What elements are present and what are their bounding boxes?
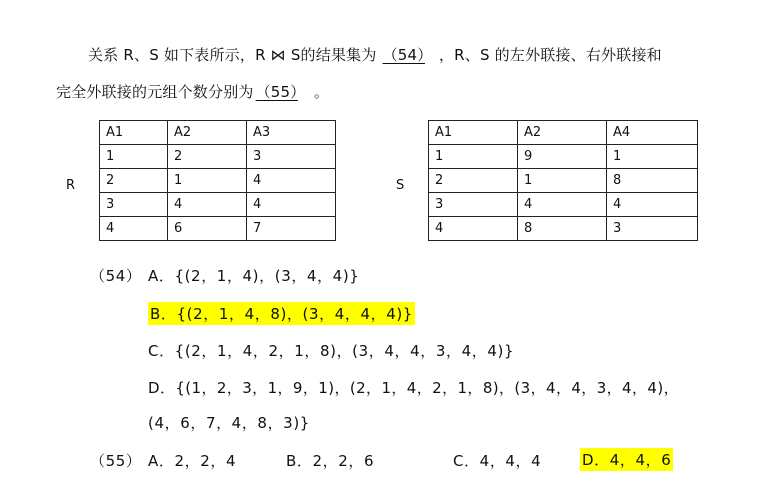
q55-option-a: A．2，2，4 (148, 452, 237, 470)
table-cell: 1 (429, 145, 518, 169)
question-line2-suffix: 。 (314, 83, 330, 101)
table-row (100, 145, 336, 169)
q54-option-b: B．{(2，1，4，8)，(3，4，4，4)} (148, 302, 415, 325)
table-cell: 3 (607, 217, 698, 241)
q54-option-d-line1: D．{(1，2，3，1，9，1)，(2，1，4，2，1，8)，(3，4，4，3，4，4)， (148, 379, 679, 397)
table-cell: 1 (168, 169, 247, 193)
table-r (99, 120, 336, 241)
table-r-header-cell: A1 (100, 121, 168, 145)
table-r-header-cell: A3 (247, 121, 336, 145)
table-s-header-row (429, 121, 698, 145)
table-cell: 1 (518, 169, 607, 193)
table-cell: 4 (429, 217, 518, 241)
table-cell: 2 (168, 145, 247, 169)
q54-option-d-line2: (4，6，7，4，8，3)} (148, 414, 310, 432)
blank-54: （54） (382, 46, 425, 64)
q55-number: （55） (90, 452, 142, 470)
table-cell: 4 (100, 217, 168, 241)
table-r-label: R (66, 178, 76, 193)
table-row (100, 193, 336, 217)
table-cell: 4 (247, 169, 336, 193)
table-cell: 1 (607, 145, 698, 169)
table-cell: 3 (100, 193, 168, 217)
table-s-header-cell: A1 (429, 121, 518, 145)
q55-option-d: D．4，4，6 (580, 448, 673, 471)
table-cell: 4 (607, 193, 698, 217)
question-line1-suffix: ，R、S 的左外联接、右外联接和 (438, 46, 662, 64)
table-cell: 4 (518, 193, 607, 217)
table-row (100, 217, 336, 241)
table-cell: 2 (429, 169, 518, 193)
q55-option-b: B．2，2，6 (286, 452, 375, 470)
table-cell: 1 (100, 145, 168, 169)
question-line-1 (88, 44, 662, 65)
question-line1-prefix: 关系 R、S 如下表所示，R ⋈ S的结果集为 (88, 46, 377, 64)
table-cell: 8 (607, 169, 698, 193)
question-line2-prefix: 完全外联接的元组个数分别为 (56, 83, 254, 101)
table-s (428, 120, 698, 241)
table-cell: 6 (168, 217, 247, 241)
table-cell: 2 (100, 169, 168, 193)
table-r-header-row (100, 121, 336, 145)
q54-option-c: C．{(2，1，4，2，1，8)，(3，4，4，3，4，4)} (148, 342, 515, 360)
table-cell: 7 (247, 217, 336, 241)
q54-number: （54） (90, 267, 142, 285)
table-cell: 4 (247, 193, 336, 217)
table-row (100, 169, 336, 193)
table-row (429, 193, 698, 217)
blank-55: （55） (255, 83, 298, 101)
table-cell: 3 (429, 193, 518, 217)
table-row (429, 145, 698, 169)
table-r-header-cell: A2 (168, 121, 247, 145)
table-cell: 4 (168, 193, 247, 217)
table-s-label: S (396, 178, 405, 193)
q54-option-a: A．{(2，1，4)，(3，4，4)} (148, 267, 360, 285)
table-cell: 8 (518, 217, 607, 241)
table-row (429, 169, 698, 193)
question-line-2 (56, 81, 329, 102)
table-row (429, 217, 698, 241)
table-cell: 9 (518, 145, 607, 169)
table-cell: 3 (247, 145, 336, 169)
q55-option-c: C．4，4，4 (453, 452, 542, 470)
table-s-header-cell: A2 (518, 121, 607, 145)
table-s-header-cell: A4 (607, 121, 698, 145)
